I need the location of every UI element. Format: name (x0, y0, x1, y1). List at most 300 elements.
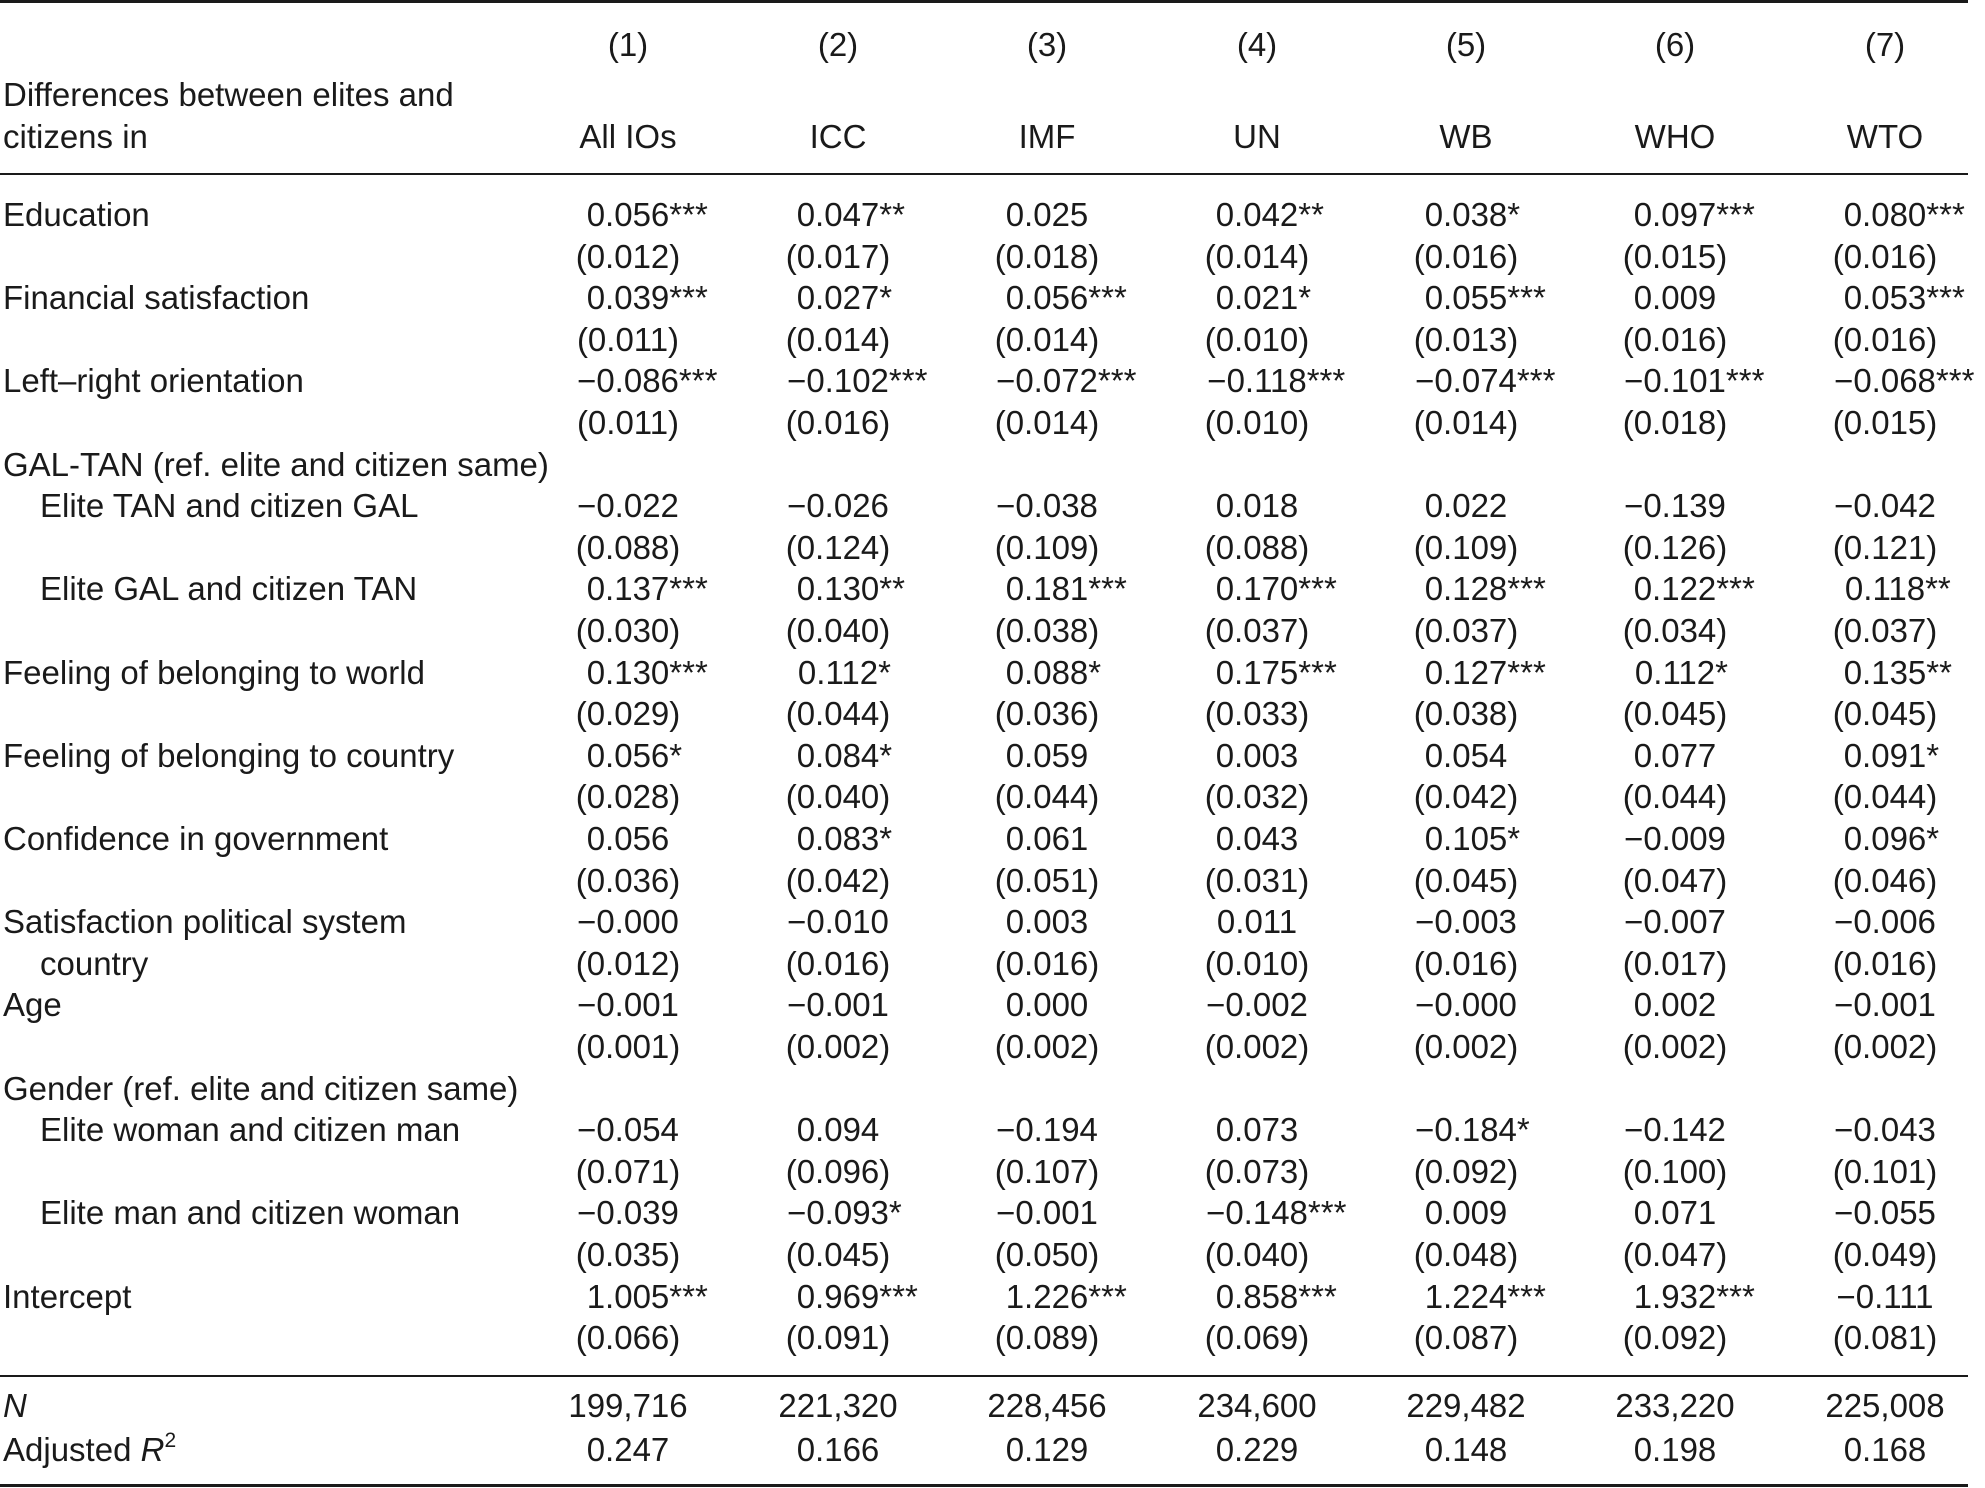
standard-error: (0.010) (1204, 404, 1310, 441)
coef-cell (1366, 984, 1566, 1026)
coef-value: −0.042 (1834, 487, 1936, 525)
row-label: Elite GAL and citizen TAN (40, 570, 418, 608)
stat-value: 234,600 (1197, 1387, 1317, 1424)
standard-error: (0.040) (1204, 1236, 1310, 1273)
standard-error: (0.016) (785, 944, 891, 982)
coef-cell (947, 984, 1147, 1026)
stat-row (0, 1385, 1968, 1427)
coef-cell (1157, 901, 1357, 943)
stat-row (0, 1429, 1968, 1471)
standard-error: (0.038) (1413, 695, 1519, 733)
coef-cell (1575, 901, 1775, 943)
se-row (0, 402, 1968, 444)
coef-cell (1366, 485, 1566, 527)
stat-value: 0.247 (586, 1431, 670, 1468)
coef-value: 0.083 (796, 820, 880, 857)
standard-error: (0.015) (1832, 404, 1938, 441)
coef-cell: −0.072*** (996, 362, 1137, 400)
coef-cell (1575, 1192, 1775, 1234)
coef-cell (1575, 735, 1775, 777)
column-header: ICC (809, 118, 867, 155)
coef-row (0, 818, 1968, 860)
coef-value: 0.127 (1424, 653, 1508, 691)
standard-error: (0.017) (1622, 944, 1728, 982)
coef-value: 0.130 (586, 653, 670, 691)
stat-value: 0.148 (1424, 1431, 1508, 1468)
standard-error: (0.034) (1622, 612, 1728, 649)
coef-row (0, 984, 1968, 1026)
coef-cell: 0.080*** (1843, 196, 1965, 233)
coef-value: −0.086 (577, 362, 679, 400)
coef-cell: 0.130** (796, 570, 905, 608)
coef-row (0, 735, 1968, 777)
standard-error: (0.010) (1204, 944, 1310, 982)
coef-value: −0.001 (577, 986, 679, 1024)
standard-error: (0.045) (785, 1236, 891, 1273)
coef-value: 0.022 (1424, 487, 1508, 525)
coef-cell: 0.038* (1424, 196, 1521, 233)
coef-value: 0.096 (1843, 820, 1927, 857)
standard-error: (0.016) (1832, 237, 1938, 275)
model-number: (4) (1236, 26, 1278, 63)
standard-error: (0.087) (1413, 1319, 1519, 1357)
standard-error: (0.002) (1832, 1028, 1938, 1065)
standard-error: (0.002) (994, 1028, 1100, 1065)
se-row (0, 527, 1968, 569)
stat-value: 228,456 (987, 1387, 1107, 1424)
standard-error: (0.096) (785, 1152, 891, 1190)
coef-value: −0.001 (787, 986, 889, 1024)
coef-value: −0.039 (577, 1194, 679, 1232)
se-row (0, 1026, 1968, 1068)
coef-cell: −0.101*** (1624, 362, 1765, 400)
coef-cell (1575, 984, 1775, 1026)
coef-cell: −0.068*** (1834, 362, 1975, 400)
standard-error: (0.048) (1413, 1236, 1519, 1273)
standard-error: (0.012) (575, 944, 681, 982)
standard-error: (0.042) (785, 861, 891, 899)
coef-value: 0.071 (1633, 1194, 1717, 1232)
se-row (0, 319, 1968, 361)
standard-error: (0.014) (994, 320, 1100, 358)
coef-value: −0.184 (1415, 1111, 1517, 1149)
coef-cell: 0.042** (1215, 196, 1324, 233)
standard-error: (0.010) (1204, 320, 1310, 358)
coef-cell (1785, 1276, 1985, 1318)
coef-cell: 0.181*** (1005, 570, 1127, 608)
standard-error: (0.049) (1832, 1236, 1938, 1273)
standard-error: (0.126) (1622, 528, 1728, 566)
coef-value: 0.054 (1424, 736, 1508, 774)
standard-error: (0.017) (785, 237, 891, 275)
coef-cell: 0.055*** (1424, 279, 1546, 317)
coef-value: 0.122 (1633, 570, 1717, 608)
coef-cell: 0.858*** (1215, 1277, 1337, 1315)
model-number: (6) (1654, 26, 1696, 63)
coef-row (0, 652, 1968, 694)
coef-value: 0.059 (1005, 736, 1089, 774)
coef-value: −0.006 (1834, 903, 1936, 941)
column-header: WB (1439, 118, 1493, 155)
table-bottom-rule (0, 1484, 1968, 1487)
coef-value: −0.002 (1206, 986, 1308, 1024)
se-row (0, 610, 1968, 652)
se-row (0, 236, 1968, 278)
coef-value: −0.043 (1834, 1111, 1936, 1149)
coef-cell (528, 485, 728, 527)
standard-error: (0.002) (785, 1028, 891, 1065)
coef-cell: 0.084* (796, 736, 893, 774)
coef-cell: −0.093* (787, 1194, 902, 1232)
stat-value: 225,008 (1825, 1387, 1945, 1424)
coef-value: 0.135 (1843, 653, 1927, 691)
standard-error: (0.045) (1622, 695, 1728, 733)
standard-error: (0.032) (1204, 778, 1310, 816)
model-number: (2) (817, 26, 859, 63)
coef-cell: 0.122*** (1633, 570, 1755, 608)
coef-cell (947, 818, 1147, 860)
coef-cell (738, 901, 938, 943)
coef-cell (1366, 735, 1566, 777)
stub-header-cont: citizens in (3, 118, 148, 155)
coef-value: 0.097 (1633, 196, 1717, 233)
coef-value: 0.021 (1215, 279, 1299, 317)
coef-value: −0.009 (1624, 820, 1726, 857)
coef-cell (1575, 277, 1775, 319)
standard-error: (0.044) (994, 778, 1100, 816)
stat-value: 199,716 (568, 1387, 688, 1424)
coef-cell (1157, 984, 1357, 1026)
model-number: (7) (1864, 26, 1906, 63)
coef-cell (1366, 901, 1566, 943)
standard-error: (0.002) (1204, 1028, 1310, 1065)
coef-value: 0.061 (1005, 820, 1089, 857)
se-row (0, 776, 1968, 818)
standard-error: (0.002) (1622, 1028, 1728, 1065)
stat-label-symbol: R (140, 1431, 165, 1468)
row-label: Elite woman and citizen man (40, 1111, 461, 1149)
coef-value: −0.194 (996, 1111, 1098, 1149)
coef-value: −0.000 (577, 903, 679, 941)
standard-error: (0.089) (994, 1319, 1100, 1357)
coef-value: 0.094 (796, 1111, 880, 1149)
coef-value: 1.224 (1424, 1277, 1508, 1315)
stat-value: 0.168 (1843, 1431, 1927, 1468)
coef-value: −0.026 (787, 487, 889, 525)
stat-value: 0.166 (796, 1431, 880, 1468)
coef-cell (738, 1109, 938, 1151)
coef-value: 0.047 (796, 196, 880, 233)
standard-error: (0.042) (1413, 778, 1519, 816)
coef-value: −0.001 (1834, 986, 1936, 1024)
coef-value: 0.175 (1215, 653, 1299, 691)
se-row (0, 1151, 1968, 1193)
coef-cell (1785, 901, 1985, 943)
coef-cell: 0.056*** (586, 196, 708, 233)
coef-cell: 1.005*** (586, 1277, 708, 1315)
coef-cell: 0.096* (1843, 820, 1940, 857)
column-header: All IOs (579, 118, 677, 155)
coef-value: 0.080 (1843, 196, 1927, 233)
coef-value: 0.084 (796, 736, 880, 774)
column-header: WHO (1634, 118, 1716, 155)
standard-error: (0.107) (994, 1152, 1100, 1190)
coef-cell: 0.056* (586, 736, 683, 774)
column-header: IMF (1018, 118, 1076, 155)
coef-cell (528, 984, 728, 1026)
coef-value: 0.053 (1843, 279, 1927, 317)
standard-error: (0.050) (994, 1236, 1100, 1273)
coef-cell: 0.969*** (796, 1277, 918, 1315)
coef-value: −0.072 (996, 362, 1098, 400)
standard-error: (0.014) (785, 320, 891, 358)
coef-cell (947, 1192, 1147, 1234)
se-row (0, 1317, 1968, 1359)
coef-value: 1.005 (586, 1277, 670, 1315)
model-number: (3) (1026, 26, 1068, 63)
coef-cell (947, 901, 1147, 943)
standard-error: (0.045) (1413, 861, 1519, 899)
row-label: Feeling of belonging to world (3, 653, 425, 691)
standard-error: (0.016) (1832, 944, 1938, 982)
group-label: GAL-TAN (ref. elite and citizen same) (3, 445, 549, 483)
coef-cell: −0.118*** (1207, 362, 1346, 400)
coef-cell (738, 984, 938, 1026)
standard-error: (0.016) (785, 404, 891, 441)
coef-value: −0.055 (1834, 1194, 1936, 1232)
row-label: Education (3, 196, 150, 233)
standard-error: (0.066) (575, 1319, 681, 1357)
standard-error: (0.100) (1622, 1152, 1728, 1190)
stat-value: 0.198 (1633, 1431, 1717, 1468)
coef-value: 1.226 (1005, 1277, 1089, 1315)
standard-error: (0.015) (1622, 237, 1728, 275)
coef-cell: 0.170*** (1215, 570, 1337, 608)
coef-value: 0.039 (586, 279, 670, 317)
stat-label-text: N (3, 1387, 27, 1424)
coef-value: −0.074 (1415, 362, 1517, 400)
coef-value: 0.073 (1215, 1111, 1299, 1149)
coef-cell: 0.039*** (586, 279, 708, 317)
standard-error: (0.016) (1832, 320, 1938, 358)
standard-error: (0.121) (1832, 528, 1938, 566)
standard-error: (0.046) (1832, 861, 1938, 899)
coef-cell (1575, 1109, 1775, 1151)
standard-error: (0.016) (994, 944, 1100, 982)
coef-value: −0.111 (1836, 1277, 1934, 1315)
row-label: Age (3, 986, 62, 1024)
coef-row (0, 1192, 1968, 1234)
coef-value: 0.043 (1215, 820, 1299, 857)
coef-cell (1785, 485, 1985, 527)
stat-value: 221,320 (778, 1387, 898, 1424)
coef-cell (1785, 984, 1985, 1026)
coef-cell (1575, 818, 1775, 860)
coef-cell: −0.074*** (1415, 362, 1556, 400)
coef-cell (947, 735, 1147, 777)
coef-value: 0.056 (586, 820, 670, 857)
coef-value: −0.118 (1207, 362, 1307, 400)
row-label: Elite man and citizen woman (40, 1194, 461, 1232)
coef-row (0, 360, 1975, 402)
row-label: Left–right orientation (3, 362, 304, 400)
standard-error: (0.037) (1204, 612, 1310, 649)
standard-error: (0.014) (1204, 237, 1310, 275)
coef-cell: 0.128*** (1424, 570, 1546, 608)
standard-error: (0.109) (994, 528, 1100, 566)
coef-value: −0.139 (1624, 487, 1726, 525)
coef-value: 0.170 (1215, 570, 1299, 608)
se-row (0, 1234, 1968, 1276)
coef-value: 0.088 (1005, 653, 1089, 691)
standard-error: (0.018) (994, 237, 1100, 275)
coef-cell (1366, 1192, 1566, 1234)
model-number: (1) (607, 26, 649, 63)
coef-value: 0.011 (1216, 903, 1298, 941)
coef-cell (1157, 1109, 1357, 1151)
coef-value: 0.018 (1215, 487, 1299, 525)
coef-row (0, 277, 1968, 319)
coef-value: 0.077 (1633, 736, 1717, 774)
coef-value: 0.042 (1215, 196, 1299, 233)
table-top-rule (0, 0, 1968, 3)
coef-value: 0.112 (797, 653, 879, 691)
coef-value: 0.969 (796, 1277, 880, 1315)
standard-error: (0.073) (1204, 1152, 1310, 1190)
coef-value: −0.142 (1624, 1111, 1726, 1149)
group-row (0, 1068, 1968, 1110)
coef-value: −0.003 (1415, 903, 1517, 941)
coef-value: 0.056 (586, 736, 670, 774)
coef-cell (1785, 1109, 1985, 1151)
footer-rule (0, 1375, 1968, 1377)
coef-value: 0.055 (1424, 279, 1508, 317)
standard-error: (0.001) (575, 1028, 681, 1065)
standard-error: (0.012) (575, 237, 681, 275)
model-number-row (0, 24, 1968, 66)
row-label: Feeling of belonging to country (3, 736, 455, 774)
standard-error: (0.069) (1204, 1319, 1310, 1357)
coef-row (0, 901, 1968, 943)
coef-value: 0.137 (586, 570, 670, 608)
standard-error: (0.016) (1413, 944, 1519, 982)
coef-value: −0.007 (1624, 903, 1726, 941)
group-label: Gender (ref. elite and citizen same) (3, 1069, 519, 1107)
coef-row (0, 568, 1968, 610)
coef-cell (738, 485, 938, 527)
se-row (0, 943, 1968, 985)
standard-error: (0.124) (785, 528, 891, 566)
header-rule (0, 173, 1968, 175)
standard-error: (0.047) (1622, 861, 1728, 899)
coef-cell: 0.112* (797, 653, 891, 691)
coef-value: −0.068 (1834, 362, 1936, 400)
coef-value: 0.128 (1424, 570, 1508, 608)
coef-value: −0.010 (787, 903, 889, 941)
coef-value: −0.093 (787, 1194, 889, 1232)
standard-error: (0.092) (1622, 1319, 1728, 1357)
column-header: WTO (1846, 118, 1924, 155)
coef-cell: 0.053*** (1843, 279, 1965, 317)
column-header: UN (1233, 118, 1281, 155)
standard-error: (0.038) (994, 612, 1100, 649)
coef-cell (947, 194, 1147, 236)
row-label: Confidence in government (3, 820, 389, 857)
coef-cell: −0.148*** (1206, 1194, 1347, 1232)
coef-value: 0.112 (1634, 653, 1716, 691)
standard-error: (0.071) (575, 1152, 681, 1190)
coef-cell: 0.097*** (1633, 196, 1755, 233)
standard-error: (0.002) (1413, 1028, 1519, 1065)
coef-value: 0.181 (1005, 570, 1089, 608)
stat-value: 0.229 (1215, 1431, 1299, 1468)
standard-error: (0.033) (1204, 695, 1310, 733)
coef-value: −0.001 (996, 1194, 1098, 1232)
standard-error: (0.088) (1204, 528, 1310, 566)
standard-error: (0.011) (576, 320, 680, 358)
standard-error: (0.040) (785, 778, 891, 816)
standard-error: (0.013) (1413, 320, 1519, 358)
coef-cell (1157, 818, 1357, 860)
stat-label (3, 1429, 176, 1471)
coef-row (0, 194, 1968, 236)
group-row (0, 444, 1968, 486)
coef-value: 0.009 (1633, 279, 1717, 317)
coef-cell: 0.021* (1215, 279, 1312, 317)
standard-error: (0.101) (1832, 1152, 1938, 1190)
coef-value: 0.105 (1424, 820, 1508, 857)
coef-cell: 1.932*** (1633, 1277, 1755, 1315)
coef-value: 0.025 (1005, 196, 1089, 233)
standard-error: (0.047) (1622, 1236, 1728, 1273)
coef-value: 0.056 (586, 196, 670, 233)
coef-value: 0.000 (1005, 986, 1089, 1024)
coef-value: 0.130 (796, 570, 880, 608)
standard-error: (0.037) (1413, 612, 1519, 649)
coef-row (0, 1276, 1968, 1318)
standard-error: (0.014) (1413, 404, 1519, 441)
stat-value: 233,220 (1615, 1387, 1735, 1424)
coef-cell: −0.184* (1415, 1111, 1530, 1149)
stat-value: 0.129 (1005, 1431, 1089, 1468)
coef-cell (947, 485, 1147, 527)
stat-label (3, 1385, 27, 1427)
coef-value: 0.118 (1844, 570, 1926, 608)
coef-row (0, 485, 1968, 527)
coef-cell (1575, 485, 1775, 527)
coef-value: −0.148 (1206, 1194, 1308, 1232)
coef-cell: 0.091* (1843, 736, 1940, 774)
coef-cell (1157, 485, 1357, 527)
coef-cell: 0.056*** (1005, 279, 1127, 317)
standard-error: (0.088) (575, 528, 681, 566)
row-label: Financial satisfaction (3, 279, 310, 317)
row-label: Satisfaction political system (3, 903, 407, 941)
coef-value: 0.002 (1633, 986, 1717, 1024)
standard-error: (0.018) (1622, 404, 1728, 441)
standard-error: (0.044) (785, 695, 891, 733)
coef-cell: 0.105* (1424, 820, 1521, 857)
coef-value: −0.054 (577, 1111, 679, 1149)
coef-value: 0.009 (1424, 1194, 1508, 1232)
coef-cell (528, 1109, 728, 1151)
se-row (0, 693, 1968, 735)
standard-error: (0.016) (1413, 237, 1519, 275)
coef-value: 0.003 (1005, 903, 1089, 941)
coef-cell (528, 1192, 728, 1234)
column-header-row (0, 116, 1968, 158)
stat-label-superscript: 2 (164, 1429, 177, 1452)
